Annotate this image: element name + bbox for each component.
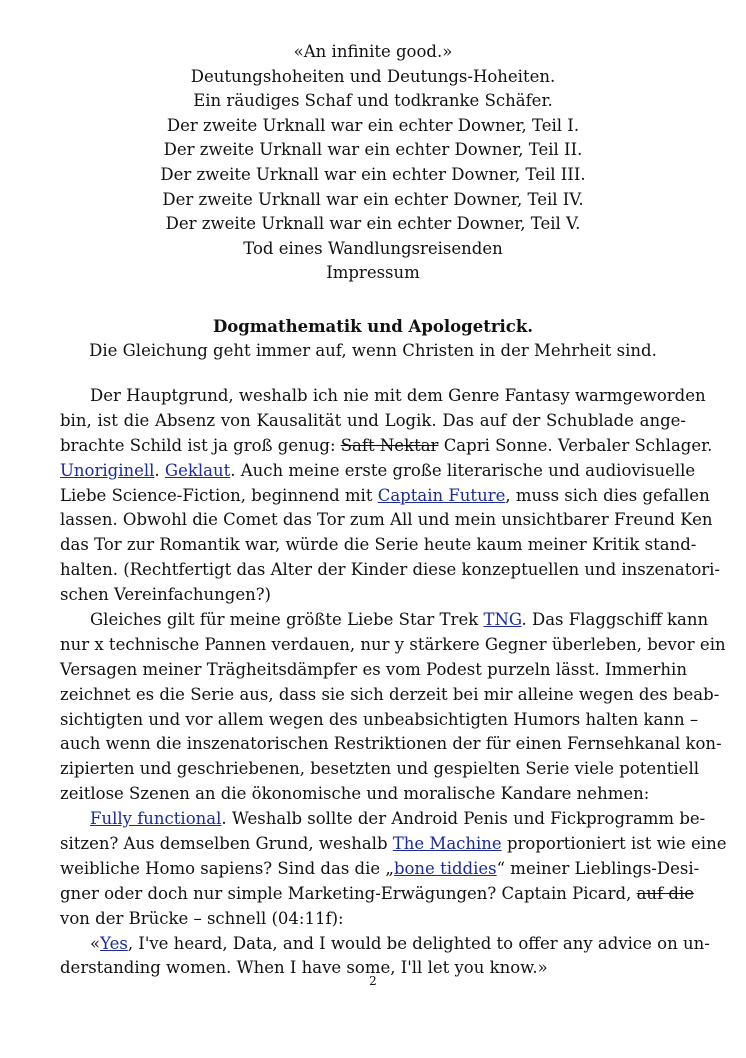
toc-entry[interactable]: Ein räudiges Schaf und todkranke Schäfer. bbox=[193, 91, 553, 111]
text-line: zipierten und geschriebenen, besetzten und gespielten Serie viele potentiell bbox=[60, 759, 700, 779]
text-run: sitzen? Aus demselben Grund, weshalb bbox=[60, 834, 388, 854]
text-line: zeitlose Szenen an die ökonomische und moralische Kandare nehmen: bbox=[60, 784, 650, 804]
toc-entry[interactable]: Der zweite Urknall war ein echter Downer, Teil III. bbox=[160, 164, 586, 184]
toc-entry[interactable]: Der zweite Urknall war ein echter Downer, Teil I. bbox=[166, 115, 580, 135]
text-run: . Weshalb sollte der Android Penis und Fickprogramm be- bbox=[221, 809, 706, 829]
text-run: Gleiches gilt für meine größte Liebe Star Trek bbox=[90, 610, 479, 630]
struck-text: auf die bbox=[636, 883, 694, 903]
text-run: Capri Sonne. Verbaler Schlager. bbox=[443, 435, 713, 455]
text-line: das Tor zur Romantik war, würde die Serie heute kaum meiner Kritik stand- bbox=[60, 535, 697, 555]
text-line bbox=[60, 832, 727, 857]
toc-entry[interactable]: «An infinite good.» bbox=[293, 42, 453, 61]
page-number: 2 bbox=[369, 974, 377, 988]
body-text bbox=[60, 384, 727, 981]
text-line: Versagen meiner Trägheitsdämpfer es vom Podest purzeln lässt. Immerhin bbox=[60, 659, 687, 679]
link-unoriginell[interactable]: Unoriginell bbox=[60, 460, 155, 480]
text-line: halten. (Rechtfertigt das Alter der Kinder diese konzeptuellen und inszenatori- bbox=[60, 560, 720, 580]
text-line: bin, ist die Absenz von Kausalität und Logik. Das auf der Schublade ange- bbox=[60, 410, 686, 430]
text-run: , muss sich dies gefallen bbox=[505, 485, 710, 505]
toc-entry[interactable]: Tod eines Wandlungsreisenden bbox=[243, 238, 503, 258]
struck-text: Saft Nektar bbox=[340, 435, 439, 455]
text-run: , I've heard, Data, and I would be delighted to offer any advice on un- bbox=[127, 933, 710, 953]
table-of-contents bbox=[0, 40, 746, 286]
text-line: schen Vereinfachungen?) bbox=[60, 585, 271, 605]
toc-entry[interactable]: Der zweite Urknall war ein echter Downer, Teil II. bbox=[163, 140, 583, 160]
text-run: « bbox=[90, 933, 101, 953]
link-yes[interactable]: Yes bbox=[100, 933, 128, 953]
text-line bbox=[60, 857, 700, 882]
text-run: proportioniert ist wie eine bbox=[506, 834, 727, 854]
text-line bbox=[60, 434, 713, 459]
toc-entry[interactable]: Impressum bbox=[326, 263, 420, 283]
link-the-machine[interactable]: The Machine bbox=[392, 834, 502, 854]
text-line: derstanding women. When I have some, I'll let you know.» bbox=[60, 958, 548, 978]
link-tng[interactable]: TNG bbox=[483, 610, 522, 630]
toc-entry[interactable]: Der zweite Urknall war ein echter Downer, Teil V. bbox=[165, 214, 581, 234]
text-run: . Auch meine erste große literarische und audiovisuelle bbox=[230, 460, 696, 480]
text-line: nur x technische Pannen verdauen, nur y stärkere Gegner überleben, bevor ein bbox=[60, 634, 726, 654]
section-heading: Dogmathematik und Apologetrick. bbox=[212, 317, 534, 336]
text-line bbox=[60, 932, 710, 957]
text-run: weibliche Homo sapiens? Sind das die „ bbox=[60, 858, 394, 878]
text-run: “ meiner Lieblings-Desi- bbox=[496, 858, 700, 878]
link-captain-future[interactable]: Captain Future bbox=[377, 485, 506, 505]
section-subheading: Die Gleichung geht immer auf, wenn Christen in der Mehrheit sind. bbox=[89, 341, 657, 360]
text-line: von der Brücke – schnell (04:11f): bbox=[60, 908, 344, 928]
text-line: sichtigten und vor allem wegen des unbeabsichtigten Humors halten kann – bbox=[60, 709, 699, 729]
text-run: . Das Flaggschiff kann bbox=[521, 610, 709, 630]
text-line bbox=[60, 608, 709, 633]
text-line bbox=[60, 459, 696, 484]
text-line: zeichnet es die Serie aus, dass sie sich derzeit bei mir alleine wegen des beab- bbox=[60, 684, 720, 704]
toc-entry[interactable]: Der zweite Urknall war ein echter Downer, Teil IV. bbox=[162, 189, 584, 209]
text-run: brachte Schild ist ja groß genug: bbox=[60, 435, 336, 455]
link-geklaut[interactable]: Geklaut bbox=[164, 460, 231, 480]
text-run: gner oder doch nur simple Marketing-Erwägungen? Captain Picard, bbox=[60, 883, 632, 903]
text-line: Der Hauptgrund, weshalb ich nie mit dem Genre Fantasy warmgeworden bbox=[90, 386, 706, 405]
text-line bbox=[60, 882, 694, 907]
text-line: lassen. Obwohl die Comet das Tor zum All und mein unsichtbarer Freund Ken bbox=[60, 510, 713, 530]
link-fully-functional[interactable]: Fully functional bbox=[90, 809, 222, 829]
text-line: auch wenn die inszenatorischen Restriktionen der für einen Fernsehkanal kon- bbox=[60, 734, 722, 754]
text-line bbox=[60, 807, 706, 832]
toc-entry[interactable]: Deutungshoheiten und Deutungs-Hoheiten. bbox=[190, 66, 556, 86]
link-bone-tiddies[interactable]: bone tiddies bbox=[393, 858, 497, 878]
text-run: . bbox=[154, 460, 160, 480]
text-line bbox=[60, 484, 710, 509]
text-run: Liebe Science-Fiction, beginnend mit bbox=[60, 485, 373, 505]
